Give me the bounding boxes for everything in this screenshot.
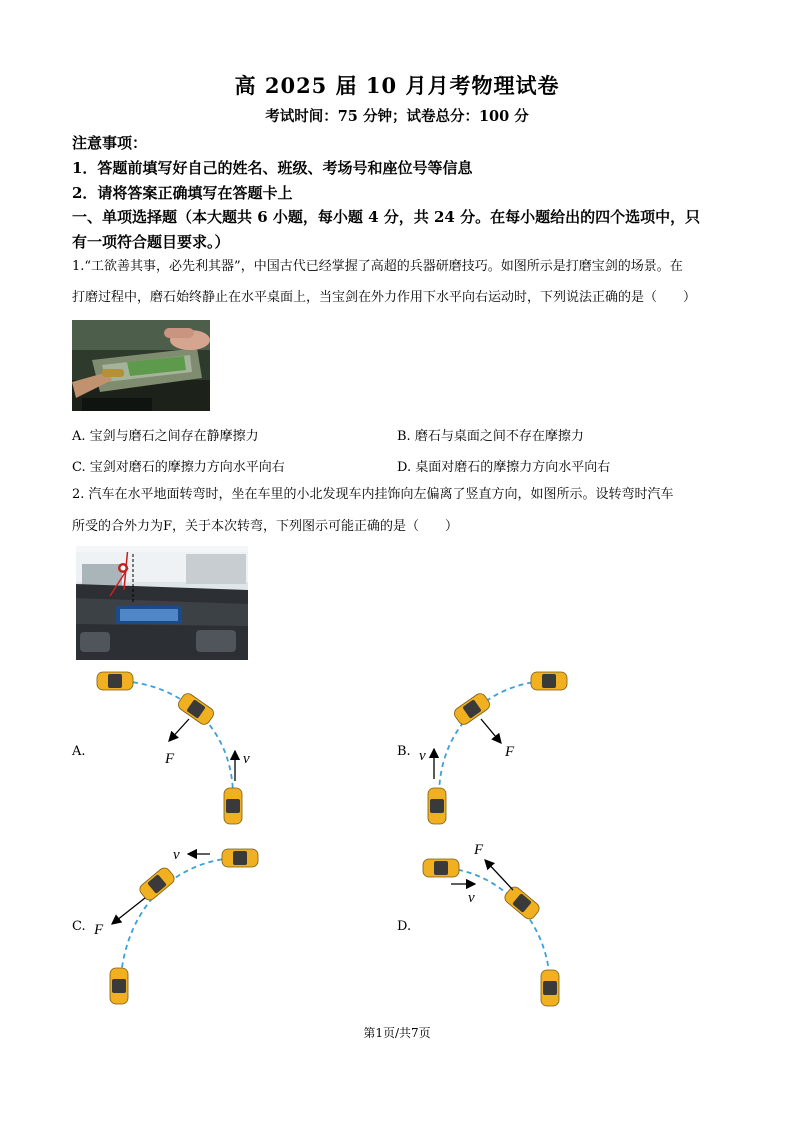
question-2-line2: 所受的合外力为F，关于本次转弯，下列图示可能正确的是（ ） (72, 519, 459, 534)
diagram-b (415, 663, 595, 838)
velocity-label: v (419, 748, 426, 764)
page-title: 高 2025 届 10 月月考物理试卷 (234, 73, 560, 98)
q1-option-a: A. 宝剑与磨石之间存在静摩擦力 (72, 429, 259, 444)
velocity-label: v (468, 890, 475, 906)
car (176, 691, 216, 726)
force-label: F (165, 751, 175, 767)
car (502, 885, 541, 922)
force-arrow (112, 898, 145, 924)
car-interior-photo (76, 546, 248, 660)
q2-option-c-label: C. (72, 919, 86, 934)
force-arrow (169, 719, 189, 741)
q2-option-d-label: D. (397, 919, 412, 934)
path-curve (439, 681, 550, 801)
question-1-line1: 1.“工欲善其事，必先利其器”，中国古代已经掌握了高超的兵器研磨技巧。如图所示是打磨宝剑的场景。在 (72, 259, 683, 274)
car (541, 970, 559, 1006)
note-item: 2．请将答案正确填写在答题卡上 (72, 184, 293, 202)
section-heading-line2: 有一项符合题目要求。） (72, 233, 230, 251)
q1-option-c: C. 宝剑对磨石的摩擦力方向水平向右 (72, 460, 285, 475)
path-curve (115, 681, 233, 801)
sword-grinding-photo (72, 320, 210, 411)
notes-heading: 注意事项： (72, 134, 148, 152)
section-heading-line1: 一、单项选择题（本大题共 6 小题，每小题 4 分，共 24 分。在每小题给出的四个选项中，只 (72, 208, 701, 226)
force-label: F (474, 842, 484, 858)
force-label: F (94, 922, 104, 938)
car (452, 691, 492, 726)
force-arrow (485, 860, 513, 890)
car (428, 788, 446, 824)
velocity-label: v (173, 847, 180, 863)
path-curve (440, 868, 550, 988)
q2-option-b-label: B. (397, 744, 411, 759)
q2-option-a-label: A. (72, 744, 86, 759)
car (423, 859, 459, 877)
q1-option-b: B. 磨石与桌面之间不存在摩擦力 (397, 429, 584, 444)
car (224, 788, 242, 824)
force-label: F (505, 744, 515, 760)
car (137, 866, 176, 903)
question-2-line1: 2. 汽车在水平地面转弯时，坐在车里的小北发现车内挂饰向左偏离了竖直方向，如图所示。设转弯时汽车 (72, 487, 674, 502)
page-number: 第1页/共7页 (363, 1026, 431, 1040)
path-curve (120, 858, 240, 986)
diagram-a (85, 663, 265, 838)
car (97, 672, 133, 690)
car (222, 849, 258, 867)
force-arrow (481, 719, 501, 743)
car (110, 968, 128, 1004)
velocity-label: v (243, 751, 250, 767)
question-1-line2: 打磨过程中，磨石始终静止在水平桌面上，当宝剑在外力作用下水平向右运动时，下列说法正确的是（ ） (72, 290, 697, 305)
car (531, 672, 567, 690)
diagram-d (415, 838, 595, 1018)
note-item: 1．答题前填写好自己的姓名、班级、考场号和座位号等信息 (72, 159, 473, 177)
diagram-c (85, 838, 265, 1018)
exam-info: 考试时间：75 分钟；试卷总分：100 分 (265, 108, 529, 125)
q1-option-d: D. 桌面对磨石的摩擦力方向水平向右 (397, 460, 611, 475)
